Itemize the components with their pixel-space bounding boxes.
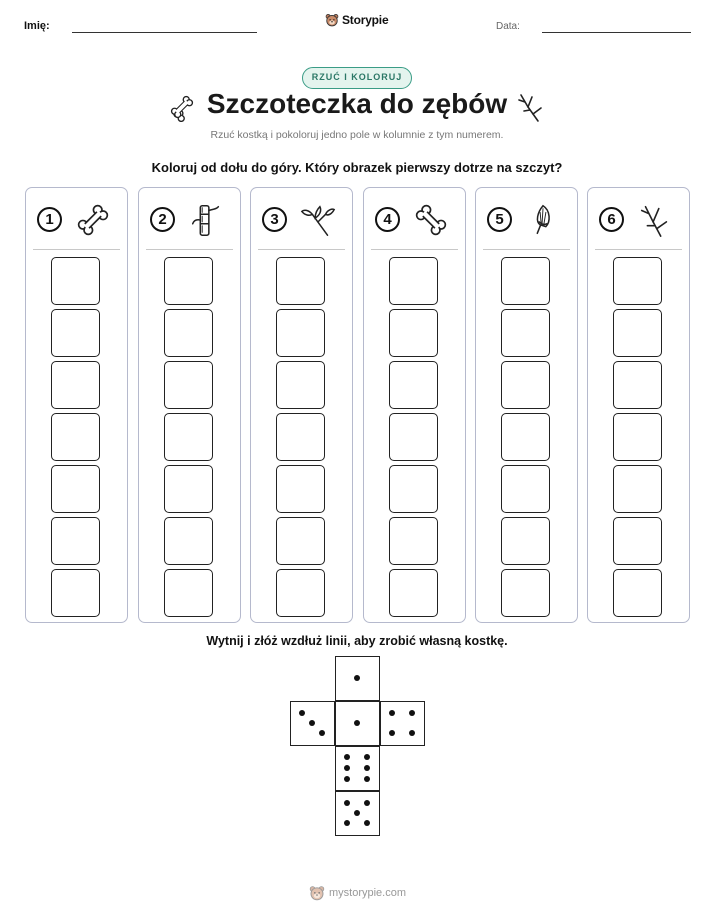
coloring-cell[interactable] [389,569,438,617]
dice-pip [354,810,360,816]
coloring-cell[interactable] [501,361,550,409]
coloring-cell[interactable] [613,517,662,565]
dice-face-3 [290,701,335,746]
worksheet-header [0,0,714,50]
coloring-cell[interactable] [501,517,550,565]
coloring-cell[interactable] [51,517,100,565]
column-divider [483,249,570,250]
race-column [25,187,128,623]
dice-face-5 [335,791,380,836]
column-divider [258,249,345,250]
coloring-cell[interactable] [613,257,662,305]
column-header [364,188,465,250]
coloring-cell[interactable] [164,569,213,617]
dice-face-1 [335,656,380,701]
column-header [139,188,240,250]
race-column [587,187,690,623]
coloring-cell[interactable] [276,465,325,513]
dice-pip [344,754,350,760]
coloring-cell[interactable] [389,413,438,461]
coloring-cell[interactable] [613,465,662,513]
name-line [72,32,257,33]
column-header [588,188,689,250]
date-line [542,32,691,33]
chewing-stick-icon [524,201,562,239]
race-column [363,187,466,623]
column-number: 5 [487,207,512,232]
twig-icon [636,201,674,239]
coloring-cell[interactable] [164,465,213,513]
column-divider [371,249,458,250]
column-number: 6 [599,207,624,232]
dice-pip [299,710,305,716]
coloring-cell[interactable] [51,361,100,409]
coloring-cell[interactable] [51,465,100,513]
coloring-cell[interactable] [389,517,438,565]
dice-pip [364,754,370,760]
dice-pip [364,776,370,782]
dice-pip [364,765,370,771]
coloring-cell[interactable] [389,465,438,513]
column-header [251,188,352,250]
race-column [138,187,241,623]
coloring-cell[interactable] [164,257,213,305]
bear-mascot-icon [309,885,325,901]
dice-face-1 [335,701,380,746]
footer-url: mystorypie.com [329,887,407,899]
dice-pip [344,776,350,782]
coloring-cell[interactable] [501,569,550,617]
dice-pip [354,720,360,726]
coloring-cell[interactable] [613,413,662,461]
coloring-cell[interactable] [389,361,438,409]
dice-pip [344,800,350,806]
activity-badge: RZUĆ I KOLORUJ [302,67,412,89]
name-label: Imię: [24,20,50,32]
coloring-cell[interactable] [51,309,100,357]
column-header [26,188,127,250]
dice-pip [309,720,315,726]
bamboo-icon [187,201,225,239]
column-number: 2 [150,207,175,232]
coloring-cell[interactable] [164,517,213,565]
coloring-cell[interactable] [276,257,325,305]
column-header [476,188,577,250]
dice-pip [319,730,325,736]
dice-face-6 [335,746,380,791]
coloring-cell[interactable] [501,413,550,461]
dice-pip [364,800,370,806]
coloring-cell[interactable] [276,569,325,617]
dice-pip [409,730,415,736]
coloring-cell[interactable] [276,361,325,409]
brand-logo [325,13,388,27]
coloring-instruction: Koloruj od dołu do góry. Który obrazek pierwszy dotrze na szczyt? [151,160,563,175]
coloring-cell[interactable] [51,413,100,461]
dice-pip [344,765,350,771]
coloring-cell[interactable] [501,309,550,357]
page-title: Szczoteczka do zębów [206,88,508,119]
dice-face-4 [380,701,425,746]
coloring-cell[interactable] [51,257,100,305]
race-column [250,187,353,623]
dice-pip [409,710,415,716]
dice-pip [389,730,395,736]
coloring-cell[interactable] [501,465,550,513]
dice-instruction: Wytnij i złóż wzdłuż linii, aby zrobić własną kostkę. [206,634,508,648]
brand-name: Storypie [342,13,389,27]
coloring-cell[interactable] [501,257,550,305]
coloring-cell[interactable] [276,309,325,357]
page-subtitle: Rzuć kostką i pokoloruj jedno pole w kolumnie z tym numerem. [210,129,504,141]
coloring-cell[interactable] [613,309,662,357]
column-number: 4 [375,207,400,232]
column-divider [146,249,233,250]
column-number: 3 [262,207,287,232]
coloring-cell[interactable] [164,309,213,357]
twig-icon [516,91,544,123]
coloring-cell[interactable] [164,413,213,461]
column-number: 1 [37,207,62,232]
dice-pip [344,820,350,826]
coloring-cell[interactable] [51,569,100,617]
coloring-cell[interactable] [389,309,438,357]
race-column [475,187,578,623]
bear-mascot-icon [325,13,339,27]
bone-icon [412,201,450,239]
coloring-cell[interactable] [276,413,325,461]
coloring-cell[interactable] [613,361,662,409]
coloring-cell[interactable] [164,361,213,409]
dice-pip [364,820,370,826]
dice-pip [389,710,395,716]
leafy-twig-icon [299,201,337,239]
column-divider [595,249,682,250]
dice-pip [354,675,360,681]
coloring-cell[interactable] [276,517,325,565]
page-footer [309,885,406,901]
column-divider [33,249,120,250]
coloring-cell[interactable] [613,569,662,617]
bone-icon [74,201,112,239]
date-label: Data: [496,21,520,32]
coloring-cell[interactable] [389,257,438,305]
